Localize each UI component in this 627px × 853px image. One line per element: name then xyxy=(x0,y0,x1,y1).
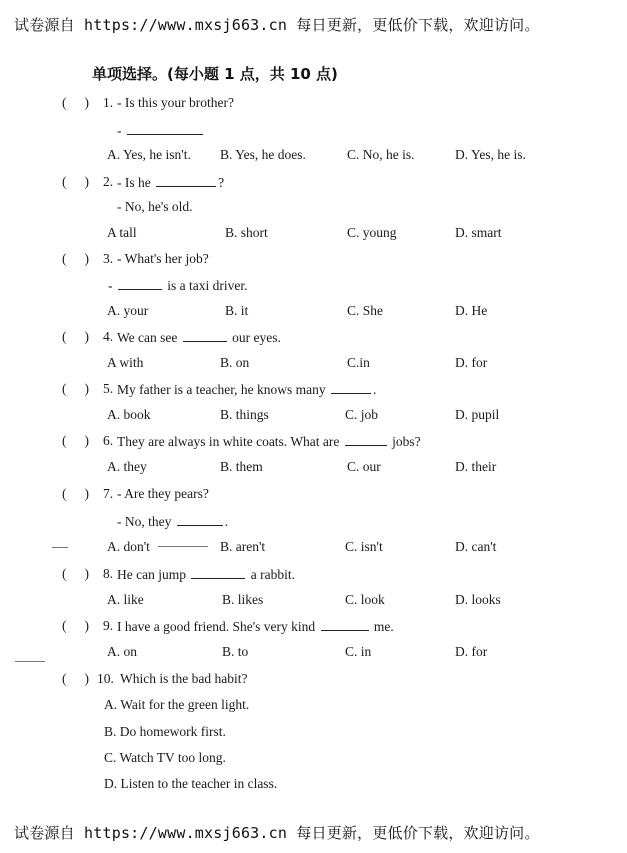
question-reply: - No, he's old. xyxy=(117,199,193,214)
answer-blank xyxy=(177,513,223,526)
answer-bracket: ( ) xyxy=(62,95,89,110)
option-b: B. on xyxy=(220,355,250,370)
option-d: D. Listen to the teacher in class. xyxy=(104,776,278,791)
option-d: D. looks xyxy=(455,592,501,607)
question-number: 3. xyxy=(103,251,114,266)
answer-blank xyxy=(321,618,369,631)
question-stem: He can jump a rabbit. xyxy=(117,567,295,582)
answer-bracket: ( ) xyxy=(62,566,89,581)
option-d: D. Yes, he is. xyxy=(455,147,526,162)
option-c: C. Watch TV too long. xyxy=(104,750,226,765)
option-d: D. He xyxy=(455,303,488,318)
question-number: 10. xyxy=(97,671,114,686)
option-a: A. don't xyxy=(107,539,150,554)
question-stem: I have a good friend. She's very kind me. xyxy=(117,619,394,634)
question-reply: - No, they . xyxy=(117,514,229,529)
answer-blank xyxy=(331,381,371,394)
question-stem: - Are they pears? xyxy=(117,486,209,501)
option-a: A with xyxy=(107,355,144,370)
option-b: B. to xyxy=(222,644,249,659)
source-banner-bottom: 试卷源自 https://www.mxsj663.cn 每日更新，更低价下载，欢迎访问。 xyxy=(14,824,540,842)
question-number: 1. xyxy=(103,95,114,110)
option-b: B. aren't xyxy=(220,539,266,554)
answer-blank xyxy=(118,277,162,290)
answer-blank xyxy=(127,122,203,135)
option-c: C.in xyxy=(347,355,370,370)
option-d: D. for xyxy=(455,355,488,370)
option-b: B. Do homework first. xyxy=(104,724,226,739)
source-banner-top: 试卷源自 https://www.mxsj663.cn 每日更新，更低价下载，欢迎访问。 xyxy=(14,16,540,34)
option-d: D. their xyxy=(455,459,497,474)
answer-blank xyxy=(156,174,216,187)
question-number: 8. xyxy=(103,566,114,581)
option-b: B. them xyxy=(220,459,263,474)
option-c: C. our xyxy=(347,459,381,474)
answer-bracket: ( ) xyxy=(62,381,89,396)
question-number: 7. xyxy=(103,486,114,501)
section-title: 单项选择。(每小题 1 点，共 10 点) xyxy=(92,65,338,83)
answer-blank xyxy=(345,433,387,446)
option-b: B. Yes, he does. xyxy=(220,147,306,162)
answer-blank xyxy=(191,566,245,579)
question-stem: - Is this your brother? xyxy=(117,95,234,110)
question-number: 9. xyxy=(103,618,114,633)
question-reply: - xyxy=(117,122,205,139)
question-number: 6. xyxy=(103,433,114,448)
option-c: C. look xyxy=(345,592,385,607)
question-number: 4. xyxy=(103,329,114,344)
option-a: A. they xyxy=(107,459,147,474)
option-c: C. job xyxy=(345,407,379,422)
option-c: C. No, he is. xyxy=(347,147,415,162)
question-stem: Which is the bad habit? xyxy=(120,671,248,686)
option-a: A. your xyxy=(107,303,149,318)
option-a: A. like xyxy=(107,592,144,607)
question-stem: They are always in white coats. What are jobs? xyxy=(117,434,421,449)
scan-mark xyxy=(52,547,68,548)
option-d: D. pupil xyxy=(455,407,500,422)
question-stem: My father is a teacher, he knows many . xyxy=(117,382,377,397)
answer-bracket: ( ) xyxy=(62,433,89,448)
option-c: C. young xyxy=(347,225,397,240)
question-stem: - What's her job? xyxy=(117,251,209,266)
scan-mark xyxy=(158,546,208,547)
option-c: C. She xyxy=(347,303,384,318)
question-number: 5. xyxy=(103,381,114,396)
answer-bracket: ( ) xyxy=(62,329,89,344)
scan-mark xyxy=(15,661,45,662)
question-number: 2. xyxy=(103,174,114,189)
answer-bracket: ( ) xyxy=(62,486,89,501)
option-a: A. on xyxy=(107,644,137,659)
option-a: A. Yes, he isn't. xyxy=(107,147,191,162)
question-stem: We can see our eyes. xyxy=(117,330,281,345)
answer-bracket: ( ) xyxy=(62,174,89,189)
option-b: B. short xyxy=(225,225,268,240)
option-a: A. Wait for the green light. xyxy=(104,697,250,712)
question-reply: - is a taxi driver. xyxy=(108,278,248,293)
option-d: D. can't xyxy=(455,539,497,554)
option-d: D. for xyxy=(455,644,488,659)
option-b: B. likes xyxy=(222,592,264,607)
option-c: C. in xyxy=(345,644,372,659)
option-d: D. smart xyxy=(455,225,502,240)
question-stem: - Is he ? xyxy=(117,175,225,190)
answer-bracket: ( ) xyxy=(62,618,89,633)
answer-bracket: ( ) xyxy=(62,671,89,686)
option-c: C. isn't xyxy=(345,539,383,554)
answer-blank xyxy=(183,329,227,342)
option-b: B. things xyxy=(220,407,269,422)
answer-bracket: ( ) xyxy=(62,251,89,266)
option-b: B. it xyxy=(225,303,249,318)
option-a: A. book xyxy=(107,407,151,422)
option-a: A tall xyxy=(107,225,137,240)
